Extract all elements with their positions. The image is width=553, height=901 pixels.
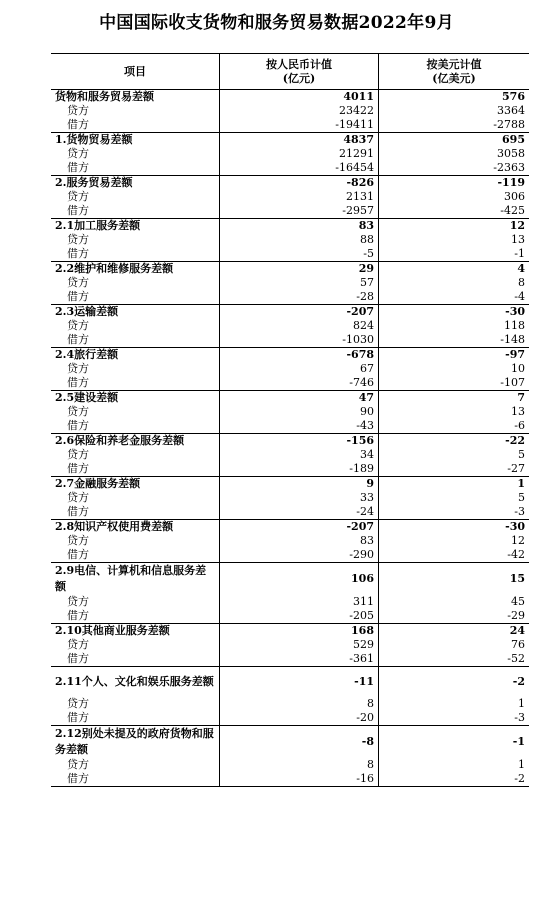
row-label: 借方 xyxy=(51,609,220,624)
value-usd: 3364 xyxy=(497,104,525,117)
value-rmb: -207 xyxy=(220,520,379,535)
row-label: 1.货物贸易差额 xyxy=(51,133,220,148)
value-rmb: -5 xyxy=(220,247,379,262)
value-usd: 118 xyxy=(504,319,525,332)
value-rmb: 34 xyxy=(220,448,379,462)
table-header-row xyxy=(51,54,529,90)
row-label: 2.1加工服务差额 xyxy=(51,219,220,234)
debit-row xyxy=(51,548,529,563)
header-rmb-line2: (亿元) xyxy=(282,71,316,85)
table-body xyxy=(51,90,529,787)
row-label: 贷方 xyxy=(51,190,220,204)
value-usd: 306 xyxy=(504,190,525,203)
row-label: 2.4旅行差额 xyxy=(51,348,220,363)
value-usd: 15 xyxy=(379,563,530,596)
value-rmb: -826 xyxy=(220,176,379,191)
value-usd: 1 xyxy=(379,477,530,492)
value-rmb: -8 xyxy=(220,726,379,759)
row-label: 贷方 xyxy=(51,362,220,376)
value-rmb: 4011 xyxy=(220,90,379,105)
value-usd: 76 xyxy=(511,638,525,651)
row-label: 2.11个人、文化和娱乐服务差额 xyxy=(51,667,220,698)
row-label: 2.2维护和维修服务差额 xyxy=(51,262,220,277)
credit-row xyxy=(51,595,529,609)
debit-row xyxy=(51,204,529,219)
value-usd: -425 xyxy=(500,204,525,217)
row-label: 2.12别处未提及的政府货物和服务差额 xyxy=(51,726,220,759)
group-header-row xyxy=(51,90,529,105)
row-label: 贷方 xyxy=(51,405,220,419)
value-rmb: -2957 xyxy=(220,204,379,219)
group-header-row xyxy=(51,219,529,234)
row-label: 贷方 xyxy=(51,595,220,609)
value-usd: -29 xyxy=(507,609,525,622)
credit-row xyxy=(51,190,529,204)
value-rmb: -189 xyxy=(220,462,379,477)
row-label: 借方 xyxy=(51,333,220,348)
row-label: 借方 xyxy=(51,419,220,434)
value-rmb: 29 xyxy=(220,262,379,277)
header-rmb xyxy=(220,54,379,90)
credit-row xyxy=(51,758,529,772)
debit-row xyxy=(51,711,529,726)
value-rmb: -19411 xyxy=(220,118,379,133)
row-label: 借方 xyxy=(51,505,220,520)
value-usd: 4 xyxy=(379,262,530,277)
value-usd: 45 xyxy=(511,595,525,608)
header-item: 项目 xyxy=(51,54,220,90)
value-usd: 8 xyxy=(518,276,525,289)
row-label: 借方 xyxy=(51,772,220,787)
debit-row xyxy=(51,290,529,305)
value-rmb: -16 xyxy=(220,772,379,787)
value-rmb: 33 xyxy=(220,491,379,505)
value-usd: -3 xyxy=(514,711,525,724)
header-rmb-line1: 按人民币计值 xyxy=(266,57,332,71)
value-rmb: -1030 xyxy=(220,333,379,348)
value-usd: -97 xyxy=(379,348,530,363)
trade-data-table xyxy=(51,53,529,787)
row-label: 借方 xyxy=(51,290,220,305)
credit-row xyxy=(51,534,529,548)
value-rmb: -290 xyxy=(220,548,379,563)
debit-row xyxy=(51,161,529,176)
value-usd: -1 xyxy=(514,247,525,260)
value-usd: 12 xyxy=(379,219,530,234)
row-label: 借方 xyxy=(51,711,220,726)
row-label: 贷方 xyxy=(51,697,220,711)
row-label: 2.3运输差额 xyxy=(51,305,220,320)
value-usd: 695 xyxy=(379,133,530,148)
group-header-row xyxy=(51,477,529,492)
row-label: 2.10其他商业服务差额 xyxy=(51,624,220,639)
value-rmb: 23422 xyxy=(220,104,379,118)
value-usd: -2788 xyxy=(493,118,525,131)
credit-row xyxy=(51,104,529,118)
row-label: 借方 xyxy=(51,161,220,176)
value-usd: 1 xyxy=(518,758,525,771)
value-rmb: -361 xyxy=(220,652,379,667)
group-header-row xyxy=(51,624,529,639)
row-label: 2.服务贸易差额 xyxy=(51,176,220,191)
value-rmb: 9 xyxy=(220,477,379,492)
value-rmb: -156 xyxy=(220,434,379,449)
value-usd: 3058 xyxy=(497,147,525,160)
row-label: 货物和服务贸易差额 xyxy=(51,90,220,105)
row-label: 贷方 xyxy=(51,319,220,333)
value-usd: 10 xyxy=(511,362,525,375)
credit-row xyxy=(51,319,529,333)
debit-row xyxy=(51,333,529,348)
debit-row xyxy=(51,376,529,391)
row-label: 借方 xyxy=(51,376,220,391)
value-usd: -2 xyxy=(379,667,530,698)
debit-row xyxy=(51,118,529,133)
credit-row xyxy=(51,697,529,711)
value-usd: -30 xyxy=(379,305,530,320)
value-rmb: -24 xyxy=(220,505,379,520)
value-usd: 5 xyxy=(518,448,525,461)
row-label: 借方 xyxy=(51,548,220,563)
debit-row xyxy=(51,247,529,262)
value-rmb: -205 xyxy=(220,609,379,624)
credit-row xyxy=(51,233,529,247)
credit-row xyxy=(51,147,529,161)
value-rmb: -678 xyxy=(220,348,379,363)
group-header-row xyxy=(51,348,529,363)
value-rmb: -43 xyxy=(220,419,379,434)
row-label: 借方 xyxy=(51,204,220,219)
row-label: 借方 xyxy=(51,247,220,262)
header-usd-line1: 按美元计值 xyxy=(426,57,482,71)
value-usd: 576 xyxy=(379,90,530,105)
debit-row xyxy=(51,609,529,624)
value-usd: -30 xyxy=(379,520,530,535)
value-usd: -1 xyxy=(379,726,530,759)
value-rmb: 83 xyxy=(220,534,379,548)
group-header-row xyxy=(51,391,529,406)
value-rmb: -20 xyxy=(220,711,379,726)
value-rmb: 311 xyxy=(220,595,379,609)
value-rmb: 529 xyxy=(220,638,379,652)
value-usd: 24 xyxy=(379,624,530,639)
row-label: 借方 xyxy=(51,652,220,667)
row-label: 贷方 xyxy=(51,758,220,772)
row-label: 贷方 xyxy=(51,233,220,247)
value-usd: 13 xyxy=(511,405,525,418)
value-usd: 12 xyxy=(511,534,525,547)
value-rmb: 2131 xyxy=(220,190,379,204)
value-rmb: 8 xyxy=(220,758,379,772)
group-header-row xyxy=(51,262,529,277)
group-header-row xyxy=(51,563,529,596)
group-header-row xyxy=(51,726,529,759)
value-rmb: 88 xyxy=(220,233,379,247)
value-usd: -2 xyxy=(379,772,530,787)
value-rmb: 83 xyxy=(220,219,379,234)
value-usd: 1 xyxy=(518,697,525,710)
header-usd xyxy=(379,54,530,90)
row-label: 贷方 xyxy=(51,448,220,462)
value-rmb: 168 xyxy=(220,624,379,639)
value-usd: -6 xyxy=(514,419,525,432)
row-label: 贷方 xyxy=(51,534,220,548)
value-rmb: 57 xyxy=(220,276,379,290)
value-rmb: -28 xyxy=(220,290,379,305)
value-usd: -3 xyxy=(514,505,525,518)
row-label: 2.5建设差额 xyxy=(51,391,220,406)
debit-row xyxy=(51,419,529,434)
value-usd: -119 xyxy=(379,176,530,191)
value-usd: -52 xyxy=(507,652,525,665)
debit-row xyxy=(51,462,529,477)
value-rmb: 21291 xyxy=(220,147,379,161)
value-rmb: 4837 xyxy=(220,133,379,148)
debit-row xyxy=(51,652,529,667)
value-rmb: 824 xyxy=(220,319,379,333)
value-usd: -148 xyxy=(500,333,525,346)
row-label: 贷方 xyxy=(51,276,220,290)
group-header-row xyxy=(51,133,529,148)
value-usd: 13 xyxy=(511,233,525,246)
credit-row xyxy=(51,638,529,652)
group-header-row xyxy=(51,667,529,698)
value-rmb: -207 xyxy=(220,305,379,320)
credit-row xyxy=(51,448,529,462)
row-label: 贷方 xyxy=(51,491,220,505)
value-usd: -2363 xyxy=(493,161,525,174)
credit-row xyxy=(51,276,529,290)
group-header-row xyxy=(51,520,529,535)
row-label: 借方 xyxy=(51,118,220,133)
value-rmb: -16454 xyxy=(220,161,379,176)
value-usd: -22 xyxy=(379,434,530,449)
value-rmb: 106 xyxy=(220,563,379,596)
row-label: 借方 xyxy=(51,462,220,477)
value-usd: 7 xyxy=(379,391,530,406)
value-usd: -42 xyxy=(507,548,525,561)
credit-row xyxy=(51,491,529,505)
value-rmb: 90 xyxy=(220,405,379,419)
value-rmb: -11 xyxy=(220,667,379,698)
row-label: 2.6保险和养老金服务差额 xyxy=(51,434,220,449)
value-usd: -27 xyxy=(507,462,525,475)
debit-row xyxy=(51,505,529,520)
row-label: 贷方 xyxy=(51,147,220,161)
header-usd-line2: (亿美元) xyxy=(432,71,476,85)
value-rmb: -746 xyxy=(220,376,379,391)
credit-row xyxy=(51,405,529,419)
row-label: 贷方 xyxy=(51,638,220,652)
value-rmb: 47 xyxy=(220,391,379,406)
group-header-row xyxy=(51,176,529,191)
page-title: 中国国际收支货物和服务贸易数据2022年9月 xyxy=(99,13,454,33)
row-label: 贷方 xyxy=(51,104,220,118)
value-usd: -4 xyxy=(514,290,525,303)
value-usd: 5 xyxy=(518,491,525,504)
row-label: 2.7金融服务差额 xyxy=(51,477,220,492)
group-header-row xyxy=(51,434,529,449)
row-label: 2.9电信、计算机和信息服务差额 xyxy=(51,563,220,596)
value-rmb: 8 xyxy=(220,697,379,711)
value-usd: -107 xyxy=(500,376,525,389)
row-label: 2.8知识产权使用费差额 xyxy=(51,520,220,535)
credit-row xyxy=(51,362,529,376)
group-header-row xyxy=(51,305,529,320)
value-rmb: 67 xyxy=(220,362,379,376)
debit-row xyxy=(51,772,529,787)
